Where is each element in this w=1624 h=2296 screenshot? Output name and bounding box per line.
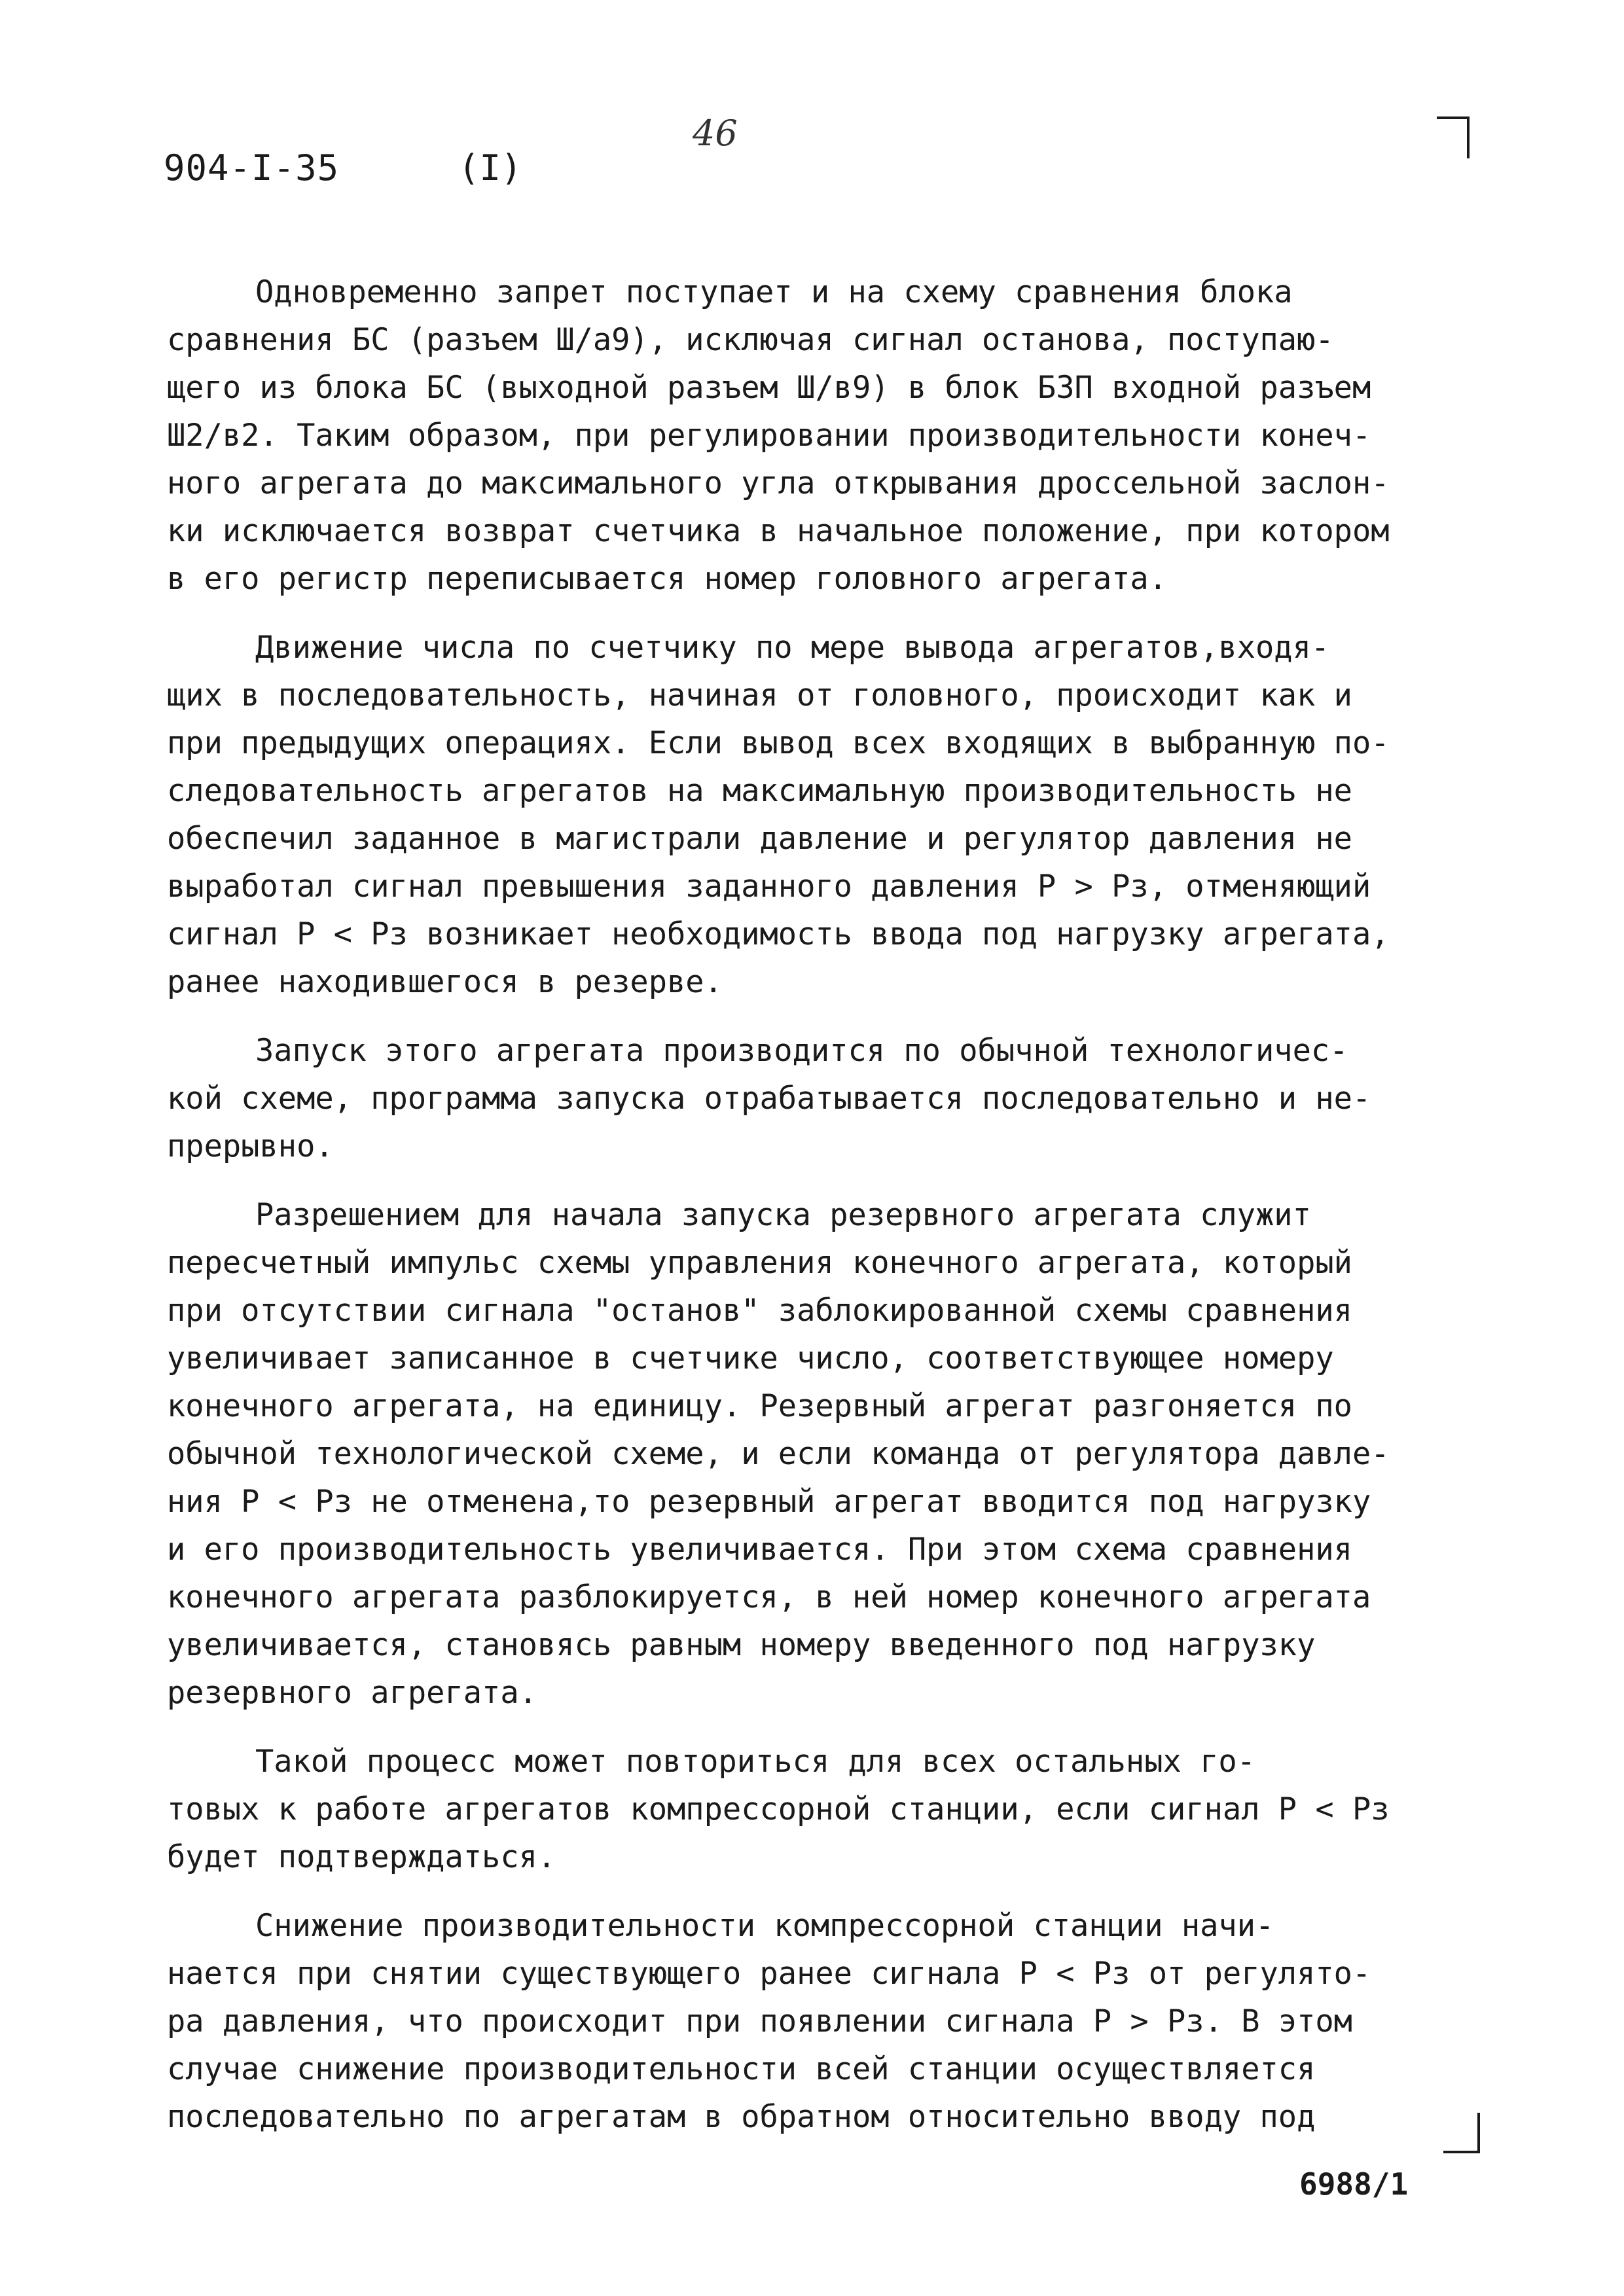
text-line: ра давления, что происходит при появлении сигнала P > Pз. В этом xyxy=(167,2003,1352,2039)
text-line: при предыдущих операциях. Если вывод всех входящих в выбранную по- xyxy=(167,725,1390,761)
text-line: ранее находившегося в резерве. xyxy=(167,964,723,1000)
text-line: ки исключается возврат счетчика в начальное положение, при котором xyxy=(167,513,1390,549)
text-line: сигнал P < Pз возникает необходимость ввода под нагрузку агрегата, xyxy=(167,916,1390,952)
document-code: 904-I-35 xyxy=(164,147,340,188)
text-line: выработал сигнал превышения заданного давления P > Pз, отменяющий xyxy=(167,869,1371,905)
text-line: нается при снятии существующего ранее сигнала P < Pз от регулято- xyxy=(167,1956,1371,1992)
corner-mark-bottom-right xyxy=(1443,2113,1480,2153)
text-line: последовательно по агрегатам в обратном относительно вводу под xyxy=(167,2099,1316,2135)
text-line: конечного агрегата, на единицу. Резервный агрегат разгоняется по xyxy=(167,1388,1352,1424)
paragraph-3 xyxy=(167,1027,1466,1170)
paragraph-2 xyxy=(167,624,1466,1006)
text-line: ния P < Pз не отменена,то резервный агрегат вводится под нагрузку xyxy=(167,1484,1371,1520)
text-line: и его производительность увеличивается. При этом схема сравнения xyxy=(167,1532,1352,1568)
text-line: будет подтверждаться. xyxy=(167,1839,556,1875)
text-line: Одновременно запрет поступает и на схему сравнения блока xyxy=(255,274,1293,310)
text-line: сравнения БС (разъем Ш/а9), исключая сигнал останова, поступаю- xyxy=(167,322,1334,358)
text-line: Движение числа по счетчику по мере вывода агрегатов,входя- xyxy=(255,630,1330,666)
text-line: конечного агрегата разблокируется, в ней номер конечного агрегата xyxy=(167,1579,1371,1615)
paragraph-6 xyxy=(167,1902,1466,2141)
text-line: щего из блока БС (выходной разъем Ш/в9) в блок БЗП входной разъем xyxy=(167,370,1371,406)
text-line: следовательность агрегатов на максимальную производительность не xyxy=(167,773,1352,809)
text-line: в его регистр переписывается номер головного агрегата. xyxy=(167,561,1168,597)
text-line: щих в последовательность, начиная от головного, происходит как и xyxy=(167,677,1352,713)
text-line: ного агрегата до максимального угла открывания дроссельной заслон- xyxy=(167,465,1390,501)
part-number: (I) xyxy=(458,147,522,188)
text-line: Такой процесс может повториться для всех остальных го- xyxy=(255,1744,1256,1780)
text-line: при отсутствии сигнала "останов" заблокированной схемы сравнения xyxy=(167,1293,1352,1329)
text-line: обычной технологической схеме, и если команда от регулятора давле- xyxy=(167,1436,1390,1472)
page-number: 46 xyxy=(693,113,738,154)
text-line: кой схеме, программа запуска отрабатывается последовательно и не- xyxy=(167,1081,1371,1117)
text-line: увеличивается, становясь равным номеру введенного под нагрузку xyxy=(167,1627,1316,1663)
text-line: Снижение производительности компрессорной станции начи- xyxy=(255,1908,1274,1944)
body-text xyxy=(167,268,1466,2162)
paragraph-4 xyxy=(167,1191,1466,1717)
text-line: обеспечил заданное в магистрали давление и регулятор давления не xyxy=(167,821,1352,857)
text-line: пересчетный импульс схемы управления конечного агрегата, который xyxy=(167,1245,1352,1281)
text-line: Запуск этого агрегата производится по обычной технологичес- xyxy=(255,1033,1348,1069)
text-line: случае снижение производительности всей станции осуществляется xyxy=(167,2051,1316,2087)
sheet-stamp: 6988/1 xyxy=(1299,2166,1409,2202)
corner-mark-top-right xyxy=(1437,117,1470,158)
paragraph-1 xyxy=(167,268,1466,603)
text-line: Разрешением для начала запуска резервного агрегата служит xyxy=(255,1197,1311,1233)
text-line: Ш2/в2. Таким образом, при регулировании производительности конеч- xyxy=(167,418,1371,454)
text-line: прерывно. xyxy=(167,1128,334,1164)
paragraph-5 xyxy=(167,1738,1466,1881)
text-line: увеличивает записанное в счетчике число, соответствующее номеру xyxy=(167,1340,1334,1376)
text-line: резервного агрегата. xyxy=(167,1675,537,1711)
text-line: товых к работе агрегатов компрессорной станции, если сигнал P < Pз xyxy=(167,1791,1390,1827)
